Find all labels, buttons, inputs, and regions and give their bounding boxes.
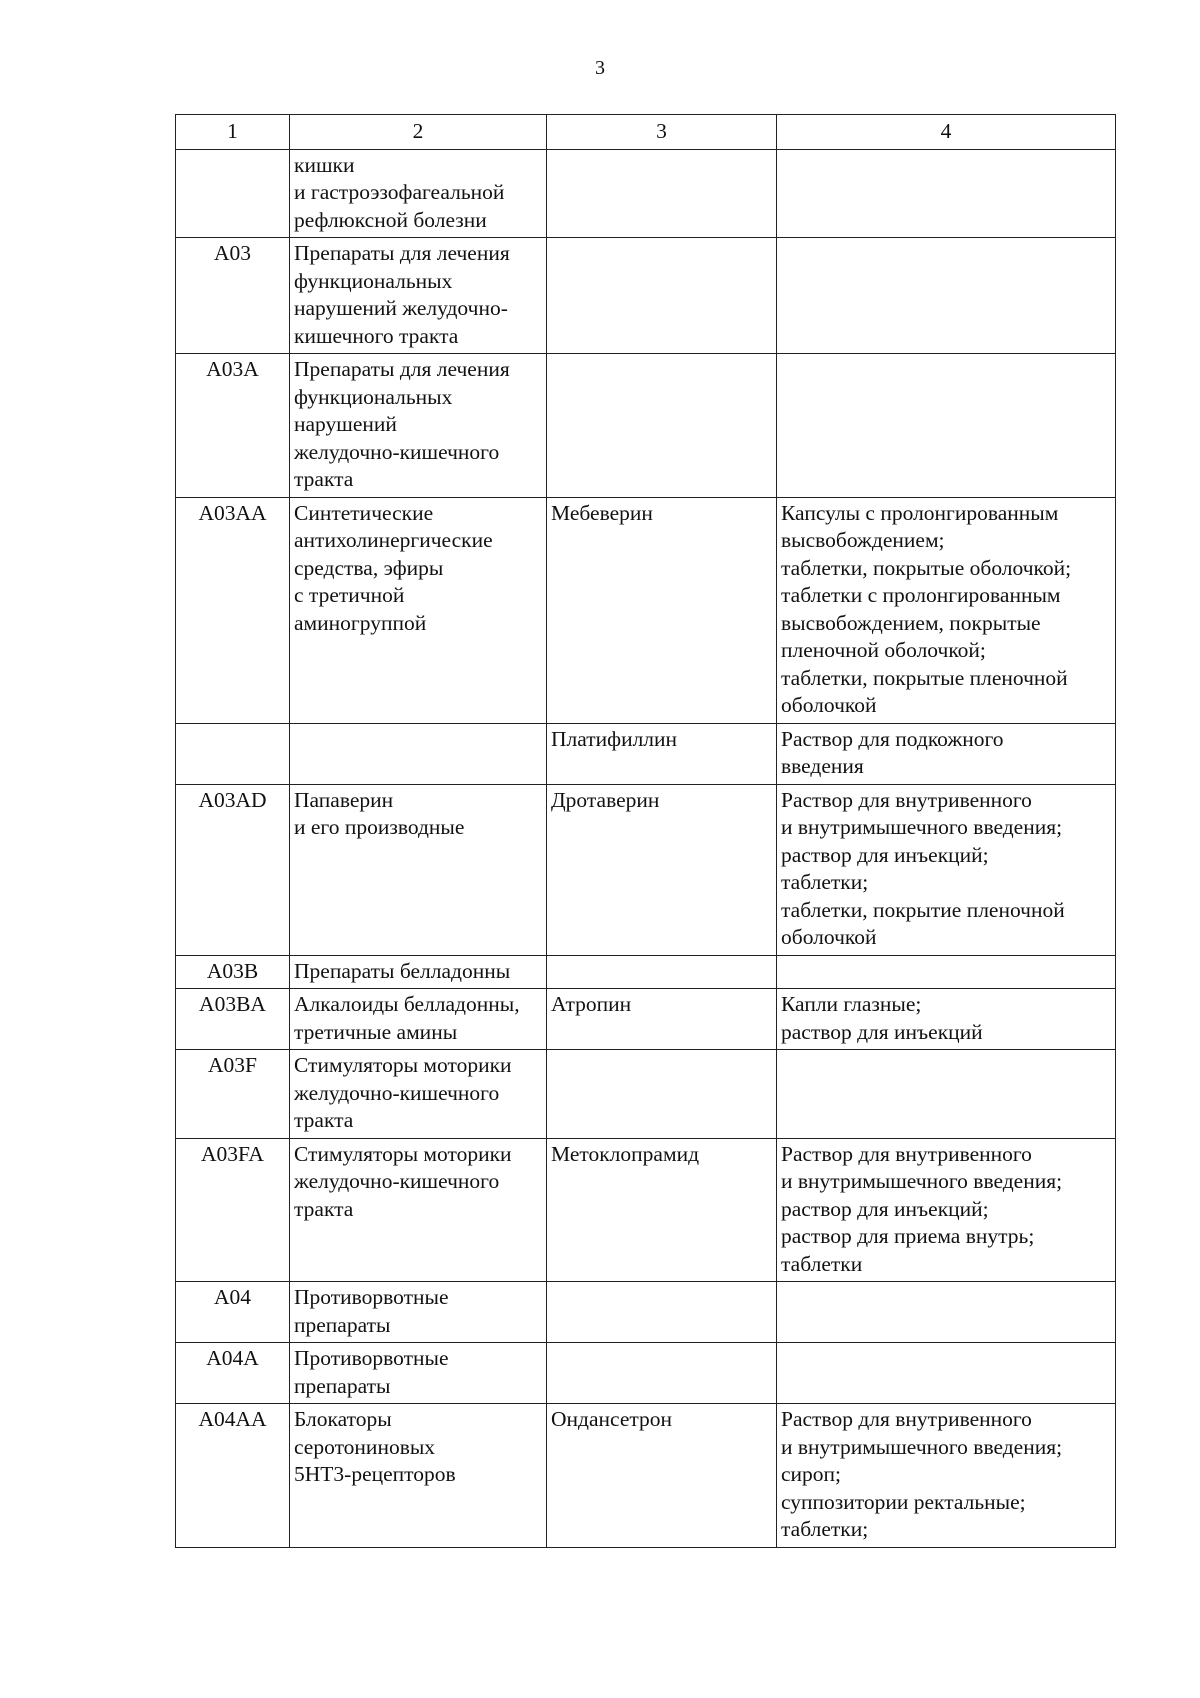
pharmacological-group-cell [290,1138,547,1282]
cell-text-line: таблетки, покрытие пленочной [781,897,1065,922]
cell-text-line: и гастроэзофагеальной [294,180,505,204]
cell-text-line: тракта [294,1196,354,1221]
cell-text-line: с третичной [294,583,405,607]
cell-text-line: и внутримышечного введения; [781,1434,1063,1459]
pharmacological-group-cell [290,238,547,354]
atc-code-cell: A04 [176,1282,290,1343]
drug-name-cell [547,354,777,498]
cell-text-line: раствор для приема внутрь; [781,1224,1035,1248]
cell-text-line: Папаверин [294,787,394,812]
drug-name-cell [547,497,777,723]
dosage-form-cell [777,1343,1116,1404]
drug-name-cell [547,989,777,1050]
drug-name-cell [547,1343,777,1404]
cell-text-line: Раствор для внутривенного [781,1141,1032,1166]
dosage-form-cell [777,723,1116,784]
cell-text-line: таблетки; [781,1517,869,1541]
atc-code-cell: A03A [176,354,290,498]
cell-text-line: Противорвотные [294,1346,449,1370]
pharmacological-group-cell [290,497,547,723]
column-header-2: 2 [290,115,547,150]
atc-code-cell: A03B [176,955,290,989]
cell-text-line: Капли глазные; [781,992,922,1016]
cell-text-line: Препараты для лечения [294,357,510,381]
atc-code-cell: A03AA [176,497,290,723]
drug-name-cell [547,238,777,354]
drug-table [175,114,1116,1548]
cell-text-line: оболочкой [781,693,877,717]
cell-text-line: раствор для инъекций [781,1019,983,1044]
cell-text-line: третичные амины [294,1019,458,1044]
dosage-form-cell [777,1050,1116,1139]
drug-name-cell [547,955,777,989]
cell-text-line: антихолинергические [294,528,493,552]
cell-text-line: оболочкой [781,925,877,949]
pharmacological-group-cell [290,1343,547,1404]
pharmacological-group-cell [290,955,547,989]
drug-name-cell [547,1050,777,1139]
table-row [176,354,1116,498]
cell-text-line: сироп; [781,1462,842,1486]
cell-text-line: препараты [294,1373,391,1398]
cell-text-line: серотониновых [294,1434,436,1459]
drug-name-cell [547,1282,777,1343]
cell-text-line: Стимуляторы моторики [294,1141,512,1166]
table-row [176,238,1116,354]
table-body [176,149,1116,1547]
cell-text-line: Раствор для подкожного [781,726,1004,751]
dosage-form-cell [777,497,1116,723]
table-row [176,1050,1116,1139]
cell-text-line: препараты [294,1312,391,1337]
drug-name-cell [547,1404,777,1548]
cell-text-line: нарушений [294,412,397,436]
cell-text-line: желудочно-кишечного [294,1080,500,1105]
dosage-form-cell [777,784,1116,955]
cell-text-line: Мебеверин [551,500,653,525]
atc-code-cell: A03FA [176,1138,290,1282]
cell-text-line: высвобождением; [781,528,945,552]
table-row [176,1343,1116,1404]
table-row [176,723,1116,784]
table-row [176,497,1116,723]
cell-text-line: нарушений желудочно- [294,296,508,320]
atc-code-cell: A03F [176,1050,290,1139]
cell-text-line: Атропин [551,992,632,1016]
cell-text-line: Алкалоиды белладонны, [294,992,520,1016]
pharmacological-group-cell [290,149,547,238]
cell-text-line: кишечного тракта [294,323,459,348]
atc-code-cell [176,723,290,784]
cell-text-line: Противорвотные [294,1285,449,1309]
dosage-form-cell [777,1138,1116,1282]
cell-text-line: тракта [294,467,354,491]
atc-code-cell: A03BA [176,989,290,1050]
cell-text-line: и внутримышечного введения; [781,1169,1063,1193]
cell-text-line: рефлюксной болезни [294,207,487,232]
table-row [176,1138,1116,1282]
drug-name-cell [547,1138,777,1282]
cell-text-line: раствор для инъекций; [781,1196,989,1221]
cell-text-line: таблетки, покрытые пленочной [781,665,1068,690]
dosage-form-cell [777,1404,1116,1548]
cell-text-line: таблетки; [781,870,869,894]
cell-text-line: Раствор для внутривенного [781,1407,1032,1431]
cell-text-line: таблетки [781,1251,863,1276]
dosage-form-cell [777,989,1116,1050]
pharmacological-group-cell [290,1050,547,1139]
cell-text-line: высвобождением, покрытые [781,610,1041,635]
cell-text-line: Раствор для внутривенного [781,787,1032,812]
table-row [176,1282,1116,1343]
cell-text-line: Препараты белладонны [294,958,511,983]
drug-name-cell [547,723,777,784]
dosage-form-cell [777,238,1116,354]
cell-text-line: аминогруппой [294,610,427,635]
cell-text-line: средства, эфиры [294,555,444,580]
page-number: 3 [595,57,605,79]
atc-code-cell: A03 [176,238,290,354]
table-row [176,989,1116,1050]
table-header-row [176,115,1116,150]
cell-text-line: Платифиллин [551,726,678,751]
cell-text-line: Ондансетрон [551,1407,673,1431]
cell-text-line: пленочной оболочкой; [781,638,986,662]
cell-text-line: кишки [294,152,355,177]
cell-text-line: Блокаторы [294,1407,392,1431]
cell-text-line: и внутримышечного введения; [781,815,1063,839]
column-header-1: 1 [176,115,290,150]
column-header-4: 4 [777,115,1116,150]
cell-text-line: введения [781,754,864,778]
cell-text-line: Метоклопрамид [551,1141,700,1166]
atc-code-cell: A04A [176,1343,290,1404]
dosage-form-cell [777,955,1116,989]
cell-text-line: Синтетические [294,500,434,525]
drug-name-cell [547,149,777,238]
atc-code-cell: A04AA [176,1404,290,1548]
cell-text-line: желудочно-кишечного [294,439,500,464]
pharmacological-group-cell [290,723,547,784]
pharmacological-group-cell [290,784,547,955]
cell-text-line: и его производные [294,815,465,839]
column-header-3: 3 [547,115,777,150]
cell-text-line: Стимуляторы моторики [294,1053,512,1077]
cell-text-line: желудочно-кишечного [294,1169,500,1193]
cell-text-line: Дротаверин [551,787,660,812]
drug-name-cell [547,784,777,955]
cell-text-line: таблетки, покрытые оболочкой; [781,555,1072,580]
dosage-form-cell [777,354,1116,498]
atc-code-cell: A03AD [176,784,290,955]
dosage-form-cell [777,1282,1116,1343]
cell-text-line: функциональных [294,268,453,293]
cell-text-line: функциональных [294,384,453,409]
cell-text-line: раствор для инъекций; [781,842,989,867]
atc-code-cell [176,149,290,238]
pharmacological-group-cell [290,989,547,1050]
table-row [176,955,1116,989]
pharmacological-group-cell [290,354,547,498]
cell-text-line: тракта [294,1108,354,1132]
cell-text-line: Капсулы с пролонгированным [781,500,1059,525]
cell-text-line: суппозитории ректальные; [781,1489,1026,1514]
cell-text-line: таблетки с пролонгированным [781,583,1061,607]
table-row [176,1404,1116,1548]
table-row [176,149,1116,238]
dosage-form-cell [777,149,1116,238]
cell-text-line: 5HT3-рецепторов [294,1462,456,1486]
table-row [176,784,1116,955]
pharmacological-group-cell [290,1404,547,1548]
pharmacological-group-cell [290,1282,547,1343]
cell-text-line: Препараты для лечения [294,241,510,265]
